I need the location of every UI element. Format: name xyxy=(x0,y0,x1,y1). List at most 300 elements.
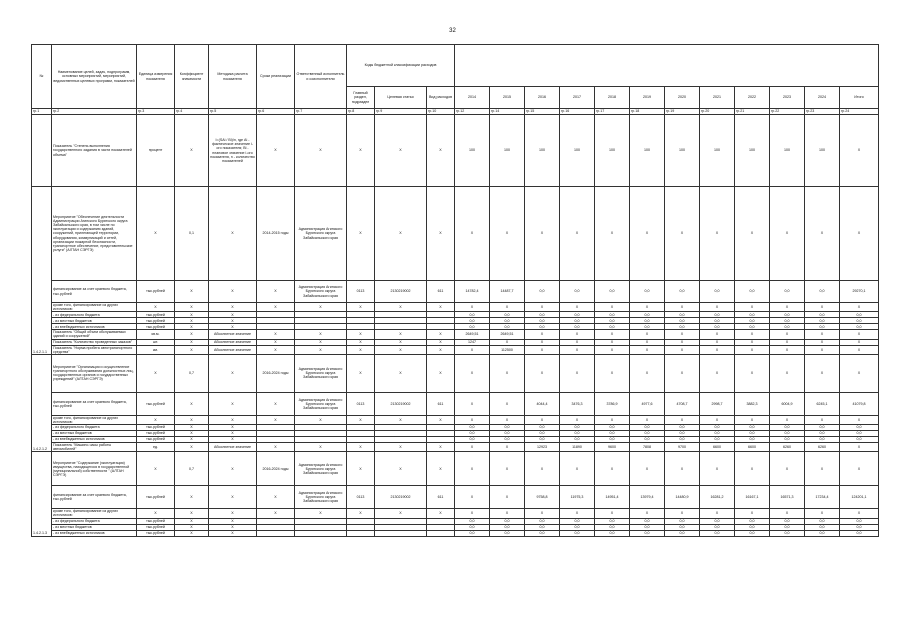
total-cell: 0,0 xyxy=(840,324,879,330)
code-article-cell: Х xyxy=(375,303,427,312)
table-row xyxy=(32,415,879,424)
coefficient-cell: Х xyxy=(175,339,209,345)
year-value-cell: 0,0 xyxy=(525,425,560,431)
year-value-cell: 0,0 xyxy=(455,324,490,330)
method-cell: Х xyxy=(209,530,257,536)
year-value-cell: 0,0 xyxy=(560,425,595,431)
name-cell: Мероприятие "Обеспечение деятельности Администрации Агинского Бурятского округа Забайкальского края, в том числе по эксплуатации и содержанию зданий, сооружений, прилегающей территории, оборудования, коммуникаций и сетей, организации пожарной безопасности, транспортное обеспечение, представительские услуги" (АЛТАН СЭРГЭ) xyxy=(52,187,137,281)
name-cell: - из внебюджетных источников xyxy=(52,324,137,330)
year-value-cell: 3476,3 xyxy=(560,392,595,415)
term-cell: 2014-2015 годы xyxy=(257,187,295,281)
year-value-cell: Х xyxy=(630,187,665,281)
year-value-cell: Х xyxy=(455,509,490,518)
code-article-cell: Х xyxy=(375,415,427,424)
total-cell: Х xyxy=(840,345,879,354)
unit-cell: Х xyxy=(137,452,175,486)
term-cell: Х xyxy=(257,281,295,303)
year-value-cell: 6004,9 xyxy=(770,392,805,415)
year-value-cell: Х xyxy=(630,452,665,486)
year-value-cell: 0,0 xyxy=(735,530,770,536)
year-value-cell: 0,0 xyxy=(770,318,805,324)
year-value-cell: 0,0 xyxy=(560,437,595,443)
code-type-cell: Х xyxy=(427,354,455,392)
header-year: 2015 xyxy=(490,87,525,109)
year-value-cell: 16281,2 xyxy=(700,486,735,509)
responsible-cell: Администрация Агинского Бурятского округа Забайкальского края xyxy=(295,187,347,281)
code-section-cell: Х xyxy=(347,115,375,187)
total-cell: 0,0 xyxy=(840,425,879,431)
column-number-cell: гр.1 xyxy=(32,109,52,115)
column-number-cell: гр.15 xyxy=(525,109,560,115)
code-section-cell: Х xyxy=(347,345,375,354)
total-cell: Х xyxy=(840,339,879,345)
year-value-cell: Х xyxy=(770,452,805,486)
year-value-cell: 0,0 xyxy=(805,518,840,524)
year-value-cell: 9758,8 xyxy=(525,486,560,509)
name-cell: Показатель "Машино-часы работы автомобилей" xyxy=(52,443,137,452)
coefficient-cell: Х xyxy=(175,115,209,187)
year-value-cell: Х xyxy=(700,339,735,345)
coefficient-cell: Х xyxy=(175,524,209,530)
method-cell: Х xyxy=(209,452,257,486)
year-value-cell: 7808 xyxy=(630,443,665,452)
year-value-cell: Х xyxy=(770,345,805,354)
year-value-cell: 3786,9 xyxy=(595,392,630,415)
table-row xyxy=(32,486,879,509)
coefficient-cell: 0,1 xyxy=(175,187,209,281)
year-value-cell: Х xyxy=(735,354,770,392)
table-row xyxy=(32,392,879,415)
year-value-cell: 0,0 xyxy=(490,431,525,437)
name-cell: - из федерального бюджета xyxy=(52,312,137,318)
code-section-cell: Х xyxy=(347,339,375,345)
year-value-cell: Х xyxy=(595,452,630,486)
coefficient-cell: Х xyxy=(175,324,209,330)
code-type-cell: Х xyxy=(427,187,455,281)
year-value-cell: 0,0 xyxy=(770,324,805,330)
header-responsible: Ответственный исполнитель и соисполнители xyxy=(295,45,347,109)
coefficient-cell: Х xyxy=(175,437,209,443)
year-value-cell: Х xyxy=(805,187,840,281)
year-value-cell: 0,0 xyxy=(770,281,805,303)
year-value-cell: 0,0 xyxy=(805,318,840,324)
year-value-cell: 0,0 xyxy=(595,437,630,443)
year-value-cell: Х xyxy=(455,452,490,486)
coefficient-cell: 0,7 xyxy=(175,452,209,486)
unit-cell: км. xyxy=(137,345,175,354)
term-cell: 2016-2024 годы xyxy=(257,354,295,392)
year-value-cell: Х xyxy=(490,339,525,345)
unit-cell: Х xyxy=(137,509,175,518)
year-value-cell: Х xyxy=(525,339,560,345)
year-value-cell: Х xyxy=(805,345,840,354)
coefficient-cell: Х xyxy=(175,281,209,303)
method-cell: Х xyxy=(209,281,257,303)
year-value-cell: 0,0 xyxy=(735,318,770,324)
year-value-cell: Х xyxy=(630,415,665,424)
year-value-cell: Х xyxy=(665,330,700,339)
coefficient-cell: Х xyxy=(175,312,209,318)
year-value-cell: 0,0 xyxy=(665,318,700,324)
unit-cell: шт. xyxy=(137,339,175,345)
year-value-cell: Х xyxy=(630,354,665,392)
year-value-cell: 100 xyxy=(525,115,560,187)
total-cell: 0,0 xyxy=(840,437,879,443)
year-value-cell: 0,0 xyxy=(490,312,525,318)
header-year: 2019 xyxy=(630,87,665,109)
term-cell: Х xyxy=(257,509,295,518)
year-value-cell: Х xyxy=(805,415,840,424)
column-number-cell: гр.9 xyxy=(375,109,427,115)
row-number-cell xyxy=(32,115,52,187)
header-code-type: Вид расходов xyxy=(427,87,455,109)
code-article-cell: Х xyxy=(375,115,427,187)
table-row xyxy=(32,530,879,536)
responsible-cell: Администрация Агинского Бурятского округа Забайкальского края xyxy=(295,354,347,392)
year-value-cell: 0,0 xyxy=(700,318,735,324)
year-value-cell: 3882,3 xyxy=(735,392,770,415)
year-value-cell: Х xyxy=(595,303,630,312)
name-cell: Мероприятие "Организация и осуществление транспортного обслуживания должностных лиц, государственных органов и государственных учреждений" (АЛТАН СЭРГЭ) xyxy=(52,354,137,392)
year-value-cell: 0,0 xyxy=(560,324,595,330)
year-value-cell: 0,0 xyxy=(700,431,735,437)
code-section-cell: Х xyxy=(347,187,375,281)
year-value-cell: Х xyxy=(735,330,770,339)
header-budget-codes: Коды бюджетной классификации расходов xyxy=(347,45,455,87)
header-year: 2016 xyxy=(525,87,560,109)
year-value-cell: 0,0 xyxy=(525,318,560,324)
year-value-cell: Х xyxy=(560,187,595,281)
header-method: Методика расчета показателя xyxy=(209,45,257,109)
year-value-cell: 0,0 xyxy=(700,518,735,524)
name-cell: Показатель "Степень выполнения государственного задания в части показателей объема" xyxy=(52,115,137,187)
year-value-cell: 0,0 xyxy=(490,324,525,330)
code-article-cell: Х xyxy=(375,187,427,281)
year-value-cell: 0,0 xyxy=(630,518,665,524)
responsible-cell: Администрация Агинского Бурятского округа Забайкальского края xyxy=(295,281,347,303)
method-cell: I=(SAi / Bi)/n, где Ai - фактическое значение i-ого показателя; Bi - плановое значение i-ого показателя, n - количество показателей xyxy=(209,115,257,187)
year-value-cell: Х xyxy=(770,187,805,281)
year-value-cell: 0,0 xyxy=(665,530,700,536)
header-code-section: Главный раздел, подраздел xyxy=(347,87,375,109)
year-value-cell: 0,0 xyxy=(560,530,595,536)
table-row xyxy=(32,443,879,452)
year-value-cell: Х xyxy=(700,415,735,424)
coefficient-cell: Х xyxy=(175,303,209,312)
header-code-article: Целевая статья xyxy=(375,87,427,109)
term-cell: 2016-2024 годы xyxy=(257,452,295,486)
total-cell: Х xyxy=(840,354,879,392)
method-cell: Х xyxy=(209,518,257,524)
year-value-cell: 0,0 xyxy=(560,281,595,303)
unit-cell: тыс.рублей xyxy=(137,486,175,509)
year-value-cell: Х xyxy=(665,509,700,518)
year-value-cell: 0,0 xyxy=(630,281,665,303)
method-cell: Х xyxy=(209,509,257,518)
year-value-cell: Х xyxy=(595,415,630,424)
name-cell: Показатель "Количество проведенных заказов" xyxy=(52,339,137,345)
column-number-cell: гр.4 xyxy=(175,109,209,115)
year-value-cell: Х xyxy=(490,354,525,392)
method-cell: Х xyxy=(209,524,257,530)
year-value-cell: 17234,4 xyxy=(805,486,840,509)
year-value-cell: 0,0 xyxy=(525,524,560,530)
unit-cell: тыс.рублей xyxy=(137,312,175,318)
total-cell: Х xyxy=(840,115,879,187)
year-value-cell: Х xyxy=(455,303,490,312)
year-value-cell: Х xyxy=(595,339,630,345)
term-cell xyxy=(257,530,295,536)
unit-cell: тыс.рублей xyxy=(137,437,175,443)
year-value-cell: 0,0 xyxy=(665,312,700,318)
year-value-cell: Х xyxy=(525,509,560,518)
responsible-cell: Х xyxy=(295,339,347,345)
year-value-cell: 0,0 xyxy=(525,281,560,303)
program-table xyxy=(31,44,879,537)
year-value-cell: Х xyxy=(595,509,630,518)
year-value-cell: 0,0 xyxy=(700,524,735,530)
column-number-cell: гр.22 xyxy=(770,109,805,115)
year-value-cell: 11975,3 xyxy=(560,486,595,509)
year-value-cell: Х xyxy=(735,345,770,354)
year-value-cell: Х xyxy=(805,339,840,345)
coefficient-cell: Х xyxy=(175,530,209,536)
column-number-cell: гр.16 xyxy=(560,109,595,115)
year-value-cell: Х xyxy=(525,330,560,339)
header-years-group xyxy=(455,45,879,87)
year-value-cell: 0,0 xyxy=(630,324,665,330)
coefficient-cell: Х xyxy=(175,443,209,452)
year-value-cell: Х xyxy=(665,452,700,486)
year-value-cell: 0,0 xyxy=(455,431,490,437)
year-value-cell: 0,0 xyxy=(805,431,840,437)
unit-cell: Х xyxy=(137,187,175,281)
year-value-cell: Х xyxy=(490,509,525,518)
year-value-cell: 0,0 xyxy=(490,518,525,524)
year-value-cell: 0,0 xyxy=(630,524,665,530)
column-number-cell: гр.6 xyxy=(257,109,295,115)
total-cell: 0,0 xyxy=(840,431,879,437)
unit-cell: Х xyxy=(137,354,175,392)
year-value-cell: Х xyxy=(490,187,525,281)
year-value-cell: 0,0 xyxy=(770,312,805,318)
name-cell: - из внебюджетных источников xyxy=(52,530,137,536)
year-value-cell: Х xyxy=(455,354,490,392)
year-value-cell: 0,0 xyxy=(805,324,840,330)
year-value-cell: 0,0 xyxy=(595,524,630,530)
year-value-cell: 14487,7 xyxy=(490,281,525,303)
year-value-cell: 0,0 xyxy=(560,524,595,530)
method-cell: Абсолютное значение xyxy=(209,330,257,339)
year-value-cell: 0,0 xyxy=(735,281,770,303)
year-value-cell: 0,0 xyxy=(560,431,595,437)
row-number-cell: 1.4.2.1.3 xyxy=(32,452,52,536)
year-value-cell: Х xyxy=(455,443,490,452)
column-number-cell: гр.12 xyxy=(455,109,490,115)
responsible-cell: Х xyxy=(295,115,347,187)
year-value-cell: 14480,9 xyxy=(665,486,700,509)
year-value-cell: 0,0 xyxy=(595,530,630,536)
year-value-cell: 0,0 xyxy=(805,312,840,318)
responsible-cell: Администрация Агинского Бурятского округа Забайкальского края xyxy=(295,392,347,415)
year-value-cell: Х xyxy=(525,415,560,424)
year-value-cell: 0,0 xyxy=(595,518,630,524)
total-cell: Х xyxy=(840,187,879,281)
year-value-cell: 2649,51 xyxy=(455,330,490,339)
name-cell: кроме того, финансирование из других источников: xyxy=(52,303,137,312)
unit-cell: тыс.рублей xyxy=(137,324,175,330)
year-value-cell: 0,0 xyxy=(525,437,560,443)
unit-cell: ед. xyxy=(137,443,175,452)
total-cell: 0,0 xyxy=(840,318,879,324)
year-value-cell: Х xyxy=(700,303,735,312)
method-cell: Х xyxy=(209,392,257,415)
year-value-cell: Х xyxy=(735,303,770,312)
year-value-cell: Х xyxy=(735,509,770,518)
header-total: Итого xyxy=(840,87,879,109)
year-value-cell: 6600 xyxy=(700,443,735,452)
year-value-cell: 0,0 xyxy=(735,324,770,330)
year-value-cell: 1247 xyxy=(455,339,490,345)
year-value-cell: 0,0 xyxy=(700,312,735,318)
coefficient-cell: Х xyxy=(175,392,209,415)
code-section-cell: 0113 xyxy=(347,392,375,415)
column-number-cell: гр.17 xyxy=(595,109,630,115)
year-value-cell: 6245,1 xyxy=(805,392,840,415)
year-value-cell: 0,0 xyxy=(735,518,770,524)
term-cell: Х xyxy=(257,443,295,452)
code-type-cell: 611 xyxy=(427,486,455,509)
term-cell: Х xyxy=(257,339,295,345)
name-cell: финансирование за счет краевого бюджета, тыс.рублей xyxy=(52,486,137,509)
year-value-cell: 2649,51 xyxy=(490,330,525,339)
total-cell: Х xyxy=(840,303,879,312)
year-value-cell: Х xyxy=(770,415,805,424)
code-section-cell: Х xyxy=(347,452,375,486)
year-value-cell: Х xyxy=(700,452,735,486)
year-value-cell: Х xyxy=(560,452,595,486)
term-cell: Х xyxy=(257,303,295,312)
year-value-cell: Х xyxy=(455,187,490,281)
year-value-cell: 0,0 xyxy=(525,431,560,437)
year-value-cell: 0,0 xyxy=(700,281,735,303)
table-row xyxy=(32,303,879,312)
year-value-cell: 0,0 xyxy=(455,437,490,443)
year-value-cell: 100 xyxy=(455,115,490,187)
method-cell: Х xyxy=(209,415,257,424)
year-value-cell: 0,0 xyxy=(805,530,840,536)
row-number-cell: 1.4.2.1.1 xyxy=(32,187,52,355)
header-unit: Единица измерения показателя xyxy=(137,45,175,109)
code-type-cell: Х xyxy=(427,115,455,187)
unit-cell: тыс.рублей xyxy=(137,518,175,524)
year-value-cell: 0,0 xyxy=(560,312,595,318)
coefficient-cell: Х xyxy=(175,509,209,518)
header-term: Сроки реализации xyxy=(257,45,295,109)
year-value-cell: Х xyxy=(805,354,840,392)
code-section-cell: 0113 xyxy=(347,281,375,303)
year-value-cell: 0,0 xyxy=(735,425,770,431)
year-value-cell: 0,0 xyxy=(490,425,525,431)
row-number-cell: 1.4.2.1.2 xyxy=(32,354,52,452)
total-cell: 0,0 xyxy=(840,312,879,318)
unit-cell: тыс.рублей xyxy=(137,524,175,530)
code-article-cell: Х xyxy=(375,330,427,339)
name-cell: Мероприятие "Содержание (эксплуатация) имущества, находящегося в государственной (муниципальной) собственности " (АЛТАН СЭРГЭ) xyxy=(52,452,137,486)
name-cell: финансирование за счет краевого бюджета, тыс.рублей xyxy=(52,392,137,415)
column-number-cell: гр.18 xyxy=(630,109,665,115)
year-value-cell: Х xyxy=(595,345,630,354)
year-value-cell: 0,0 xyxy=(700,437,735,443)
year-value-cell: 0,0 xyxy=(770,524,805,530)
name-cell: Показатель "Норма пробега автотранспортного средства" xyxy=(52,345,137,354)
column-number-cell: гр.5 xyxy=(209,109,257,115)
year-value-cell: 0,0 xyxy=(455,318,490,324)
year-value-cell: Х xyxy=(525,187,560,281)
method-cell: Абсолютное значение xyxy=(209,339,257,345)
code-article-cell: Х xyxy=(375,345,427,354)
code-section-cell: Х xyxy=(347,303,375,312)
year-value-cell: 0,0 xyxy=(455,312,490,318)
year-value-cell: 0,0 xyxy=(595,425,630,431)
year-value-cell: 4977,6 xyxy=(630,392,665,415)
column-number-cell: гр.23 xyxy=(805,109,840,115)
year-value-cell: 0,0 xyxy=(665,431,700,437)
year-value-cell: 0,0 xyxy=(560,518,595,524)
coefficient-cell: Х xyxy=(175,415,209,424)
year-value-cell: 0,0 xyxy=(630,312,665,318)
year-value-cell: 0,0 xyxy=(700,425,735,431)
total-cell: 124201,1 xyxy=(840,486,879,509)
unit-cell: тыс.рублей xyxy=(137,318,175,324)
year-value-cell: Х xyxy=(560,339,595,345)
year-value-cell: 0,0 xyxy=(735,437,770,443)
name-cell: - из местных бюджетов xyxy=(52,431,137,437)
header-coefficient: Коэффициент значимости xyxy=(175,45,209,109)
year-value-cell: 0,0 xyxy=(525,530,560,536)
code-article-cell: Х xyxy=(375,509,427,518)
column-number-cell: гр.2 xyxy=(52,109,137,115)
total-cell: 29270,1 xyxy=(840,281,879,303)
year-value-cell: Х xyxy=(490,415,525,424)
year-value-cell: Х xyxy=(630,330,665,339)
year-value-cell: Х xyxy=(770,303,805,312)
table-row xyxy=(32,187,879,281)
year-value-cell: 0,0 xyxy=(455,425,490,431)
responsible-cell: Х xyxy=(295,443,347,452)
unit-cell: тыс.рублей xyxy=(137,281,175,303)
column-number-cell: гр.7 xyxy=(295,109,347,115)
year-value-cell: Х xyxy=(525,452,560,486)
year-value-cell: 0,0 xyxy=(700,324,735,330)
year-value-cell: Х xyxy=(735,187,770,281)
code-type-cell: 611 xyxy=(427,392,455,415)
year-value-cell: Х xyxy=(665,354,700,392)
table-row xyxy=(32,354,879,392)
year-value-cell: Х xyxy=(455,345,490,354)
unit-cell: Х xyxy=(137,415,175,424)
year-value-cell: Х xyxy=(525,303,560,312)
year-value-cell: 0,0 xyxy=(630,318,665,324)
header-year: 2022 xyxy=(735,87,770,109)
year-value-cell: 0,0 xyxy=(770,530,805,536)
year-value-cell: Х xyxy=(700,509,735,518)
header-year: 2017 xyxy=(560,87,595,109)
year-value-cell: 0,0 xyxy=(805,425,840,431)
year-value-cell: 0,0 xyxy=(560,318,595,324)
name-cell: - из федерального бюджета xyxy=(52,518,137,524)
year-value-cell: Х xyxy=(595,354,630,392)
